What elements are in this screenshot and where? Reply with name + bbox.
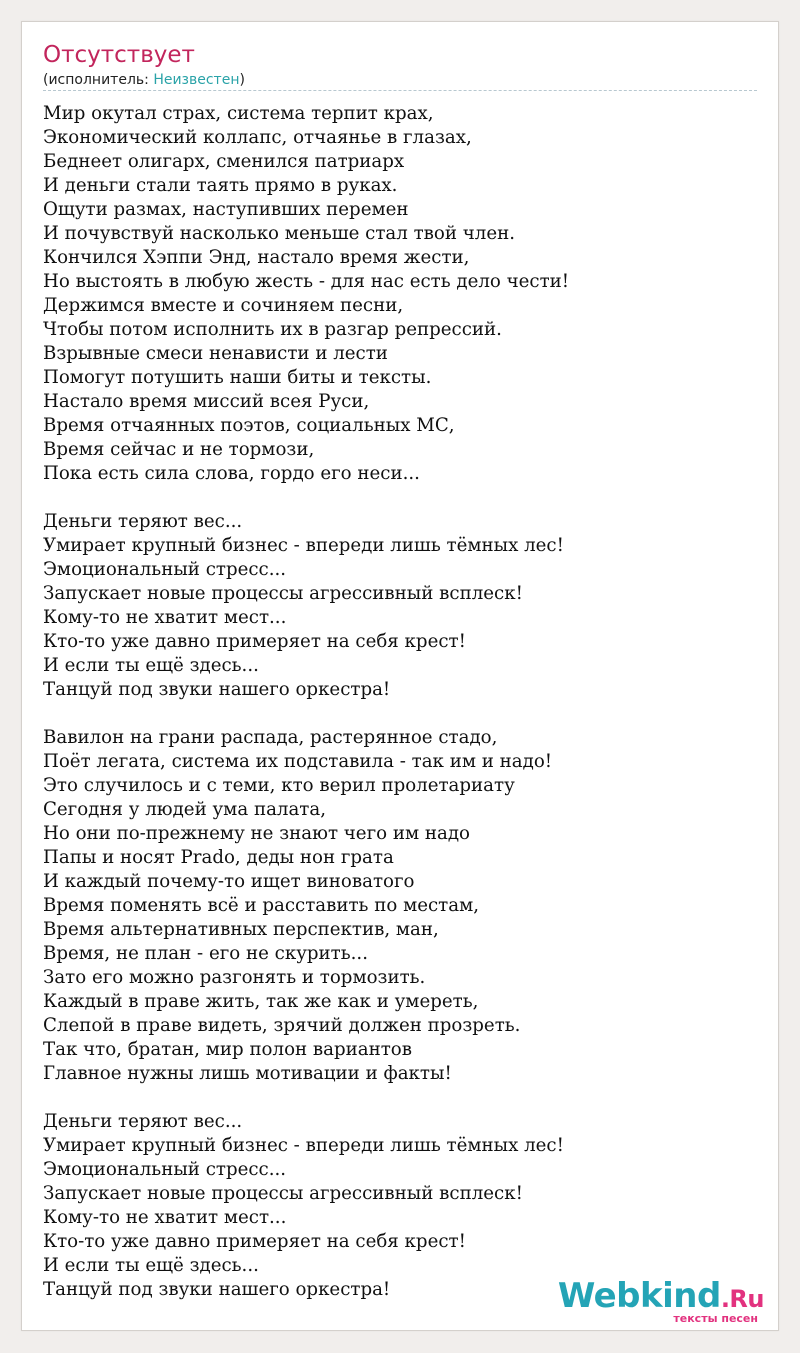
lyric-line: Настало время миссий всея Руси, (43, 391, 370, 412)
lyric-line: И если ты ещё здесь... (43, 1255, 259, 1276)
title-divider (43, 90, 757, 91)
stanza-break (43, 486, 758, 510)
lyric-line: И деньги стали таять прямо в руках. (43, 175, 398, 196)
lyric-line: Эмоциональный стресс... (43, 559, 287, 580)
lyric-line: Запускает новые процессы агрессивный всплеск! (43, 583, 523, 604)
site-logo[interactable] (557, 1276, 764, 1325)
lyric-line: Умирает крупный бизнес - впереди лишь тёмных лес! (43, 1135, 564, 1156)
artist-suffix: ) (239, 72, 245, 88)
lyric-line: Кто-то уже давно примеряет на себя крест! (43, 1231, 466, 1252)
lyric-line: Помогут потушить наши биты и тексты. (43, 367, 432, 388)
lyric-line: Чтобы потом исполнить их в разгар репрессий. (43, 319, 502, 340)
lyric-line: Поёт легата, система их подставила - так им и надо! (43, 751, 553, 772)
lyrics-card (21, 21, 779, 1331)
lyric-line: Экономический коллапс, отчаянье в глазах, (43, 127, 472, 148)
logo-tagline: тексты песен (673, 1312, 758, 1325)
lyric-line: Деньги теряют вес... (43, 511, 243, 532)
stanza-break (43, 1086, 758, 1110)
logo-word: Webkind (557, 1276, 721, 1316)
lyric-line: Сегодня у людей ума палата, (43, 799, 326, 820)
song-title: Отсутствует (43, 42, 195, 68)
lyric-line: Танцуй под звуки нашего оркестра! (43, 1279, 391, 1300)
lyric-line: Главное нужны лишь мотивации и факты! (43, 1063, 452, 1084)
lyric-line: Кто-то уже давно примеряет на себя крест! (43, 631, 466, 652)
lyric-line: Вавилон на грани распада, растерянное стадо, (43, 727, 498, 748)
lyric-line: Папы и носят Prado, деды нон грата (43, 847, 394, 868)
lyric-line: Слепой в праве видеть, зрячий должен прозреть. (43, 1015, 521, 1036)
lyric-line: Деньги теряют вес... (43, 1111, 243, 1132)
lyric-line: Запускает новые процессы агрессивный всплеск! (43, 1183, 523, 1204)
lyric-line: Так что, братан, мир полон вариантов (43, 1039, 412, 1060)
artist-prefix: (исполнитель: (43, 72, 154, 88)
lyric-line: И если ты ещё здесь... (43, 655, 259, 676)
lyric-line: Это случилось и с теми, кто верил пролетариату (43, 775, 515, 796)
lyric-line: Пока есть сила слова, гордо его неси... (43, 463, 420, 484)
lyric-line: Беднеет олигарх, сменился патриарх (43, 151, 405, 172)
lyric-line: Но они по-прежнему не знают чего им надо (43, 823, 470, 844)
lyric-line: Эмоциональный стресс... (43, 1159, 287, 1180)
lyric-line: Каждый в праве жить, так же как и умереть, (43, 991, 479, 1012)
lyric-line: Но выстоять в любую жесть - для нас есть дело чести! (43, 271, 570, 292)
lyric-line: Ощути размах, наступивших перемен (43, 199, 409, 220)
lyric-line: Кому-то не хватит мест... (43, 1207, 287, 1228)
lyric-line: Кончился Хэппи Энд, настало время жести, (43, 247, 470, 268)
lyric-line: Время альтернативных перспектив, ман, (43, 919, 439, 940)
lyric-line: Зато его можно разгонять и тормозить. (43, 967, 426, 988)
lyric-line: Мир окутал страх, система терпит крах, (43, 103, 434, 124)
artist-line (43, 71, 245, 89)
logo-tld: .Ru (720, 1285, 764, 1313)
lyric-line: Время сейчас и не тормози, (43, 439, 315, 460)
lyric-line: Время отчаянных поэтов, социальных МС, (43, 415, 455, 436)
lyric-line: И почувствуй насколько меньше стал твой член. (43, 223, 516, 244)
lyric-line: Взрывные смеси ненависти и лести (43, 343, 388, 364)
lyric-line: Время поменять всё и расставить по местам, (43, 895, 480, 916)
lyrics-body (43, 102, 758, 1302)
logo-wordmark (557, 1276, 764, 1316)
artist-link[interactable]: Неизвестен (153, 72, 240, 88)
lyric-line: Умирает крупный бизнес - впереди лишь тёмных лес! (43, 535, 564, 556)
stanza-break (43, 702, 758, 726)
lyric-line: И каждый почему-то ищет виноватого (43, 871, 415, 892)
lyric-line: Кому-то не хватит мест... (43, 607, 287, 628)
lyric-line: Танцуй под звуки нашего оркестра! (43, 679, 391, 700)
lyric-line: Время, не план - его не скурить... (43, 943, 368, 964)
lyric-line: Держимся вместе и сочиняем песни, (43, 295, 404, 316)
